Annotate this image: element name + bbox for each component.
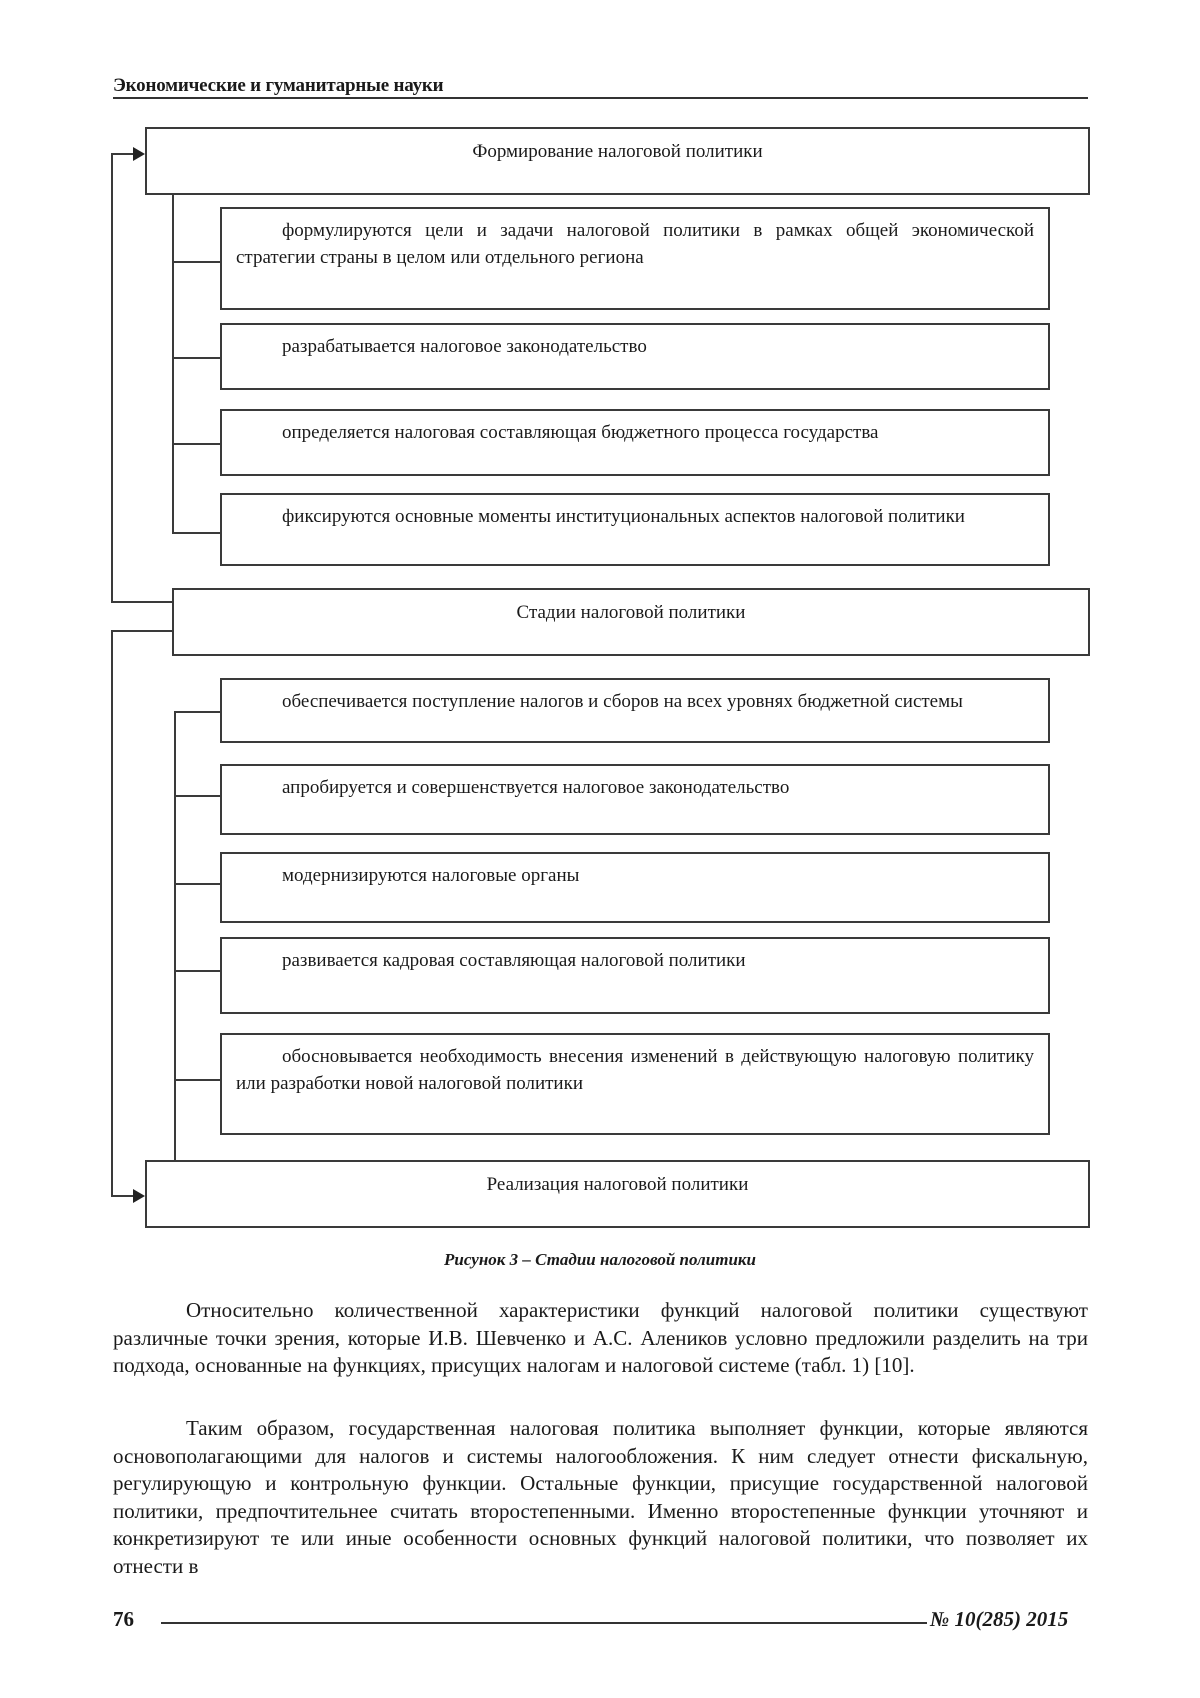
- implementation-item: [220, 852, 1050, 923]
- connector-line: [111, 153, 113, 603]
- formation-item-text: разрабатывается налоговое законодательство: [282, 336, 647, 357]
- connector-line: [111, 1195, 135, 1197]
- formation-item-text: фиксируются основные моменты институциональных аспектов налоговой политики: [282, 506, 965, 527]
- paragraph-text: Относительно количественной характеристики функций налоговой политики существуют различные точки зрения, которые И.В. Шевченко и А.С. Алеников условно предложили разделить на три подхода, основанные на функциях, присущих налогам и налоговой системе (табл. 1) [10].: [113, 1298, 1088, 1378]
- connector-line: [174, 711, 222, 713]
- connector-line: [172, 194, 174, 534]
- journal-section-header: Экономические и гуманитарные науки: [113, 75, 444, 96]
- formation-item-text: формулируются цели и задачи налоговой политики в рамках общей экономической стратегии страны в целом или отдельного региона: [236, 220, 1034, 268]
- connector-line: [174, 711, 176, 1161]
- formation-item: [220, 323, 1050, 390]
- implementation-item-text: модернизируются налоговые органы: [282, 865, 580, 886]
- formation-item: [220, 207, 1050, 310]
- connector-line: [172, 261, 220, 263]
- formation-item-text: определяется налоговая составляющая бюджетного процесса государства: [282, 422, 879, 443]
- formation-box-label: Формирование налоговой политики: [472, 141, 763, 162]
- connector-line: [174, 883, 222, 885]
- implementation-item: [220, 678, 1050, 743]
- header-divider: [113, 97, 1088, 99]
- page-number: 76: [113, 1607, 134, 1631]
- stages-box-label: Стадии налоговой политики: [516, 602, 746, 623]
- stages-box: [172, 588, 1090, 656]
- connector-line: [111, 601, 173, 603]
- arrow-right-icon: [133, 1189, 145, 1203]
- implementation-item: [220, 764, 1050, 835]
- implementation-item-text: обеспечивается поступление налогов и сборов на всех уровнях бюджетной системы: [282, 691, 963, 712]
- connector-line: [111, 630, 173, 632]
- implementation-item: [220, 937, 1050, 1014]
- connector-line: [172, 532, 220, 534]
- footer-divider: [161, 1622, 927, 1624]
- paragraph-text: Таким образом, государственная налоговая политика выполняет функции, которые являются основополагающими для налогов и системы налогообложения. К ним следует отнести фискальную, регулирующую и контрольную функции. Остальные функции, присущие государственной налоговой политики, предпочтительнее считать второстепенными. Именно второстепенные функции уточняют и конкретизируют те или иные особенности основных функций налоговой политики, что позволяет их отнести в: [113, 1416, 1088, 1578]
- connector-line: [174, 970, 222, 972]
- connector-line: [172, 443, 220, 445]
- formation-item: [220, 493, 1050, 566]
- formation-box: [145, 127, 1090, 195]
- body-paragraph: [113, 1297, 1088, 1380]
- connector-line: [111, 153, 135, 155]
- body-paragraph: [113, 1415, 1088, 1581]
- formation-item: [220, 409, 1050, 476]
- figure-caption: Рисунок 3 – Стадии налоговой политики: [444, 1250, 756, 1269]
- implementation-item-text: развивается кадровая составляющая налоговой политики: [282, 950, 746, 971]
- implementation-box-label: Реализация налоговой политики: [486, 1174, 749, 1195]
- implementation-box: [145, 1160, 1090, 1228]
- issue-number: № 10(285) 2015: [930, 1607, 1069, 1631]
- connector-line: [111, 630, 113, 1197]
- connector-line: [174, 1079, 222, 1081]
- implementation-item-text: апробируется и совершенствуется налоговое законодательство: [282, 777, 790, 798]
- arrow-right-icon: [133, 147, 145, 161]
- implementation-item-text: обосновывается необходимость внесения изменений в действующую налоговую политику или разработки новой налоговой политики: [236, 1046, 1034, 1094]
- implementation-item: [220, 1033, 1050, 1135]
- connector-line: [172, 357, 220, 359]
- connector-line: [174, 795, 222, 797]
